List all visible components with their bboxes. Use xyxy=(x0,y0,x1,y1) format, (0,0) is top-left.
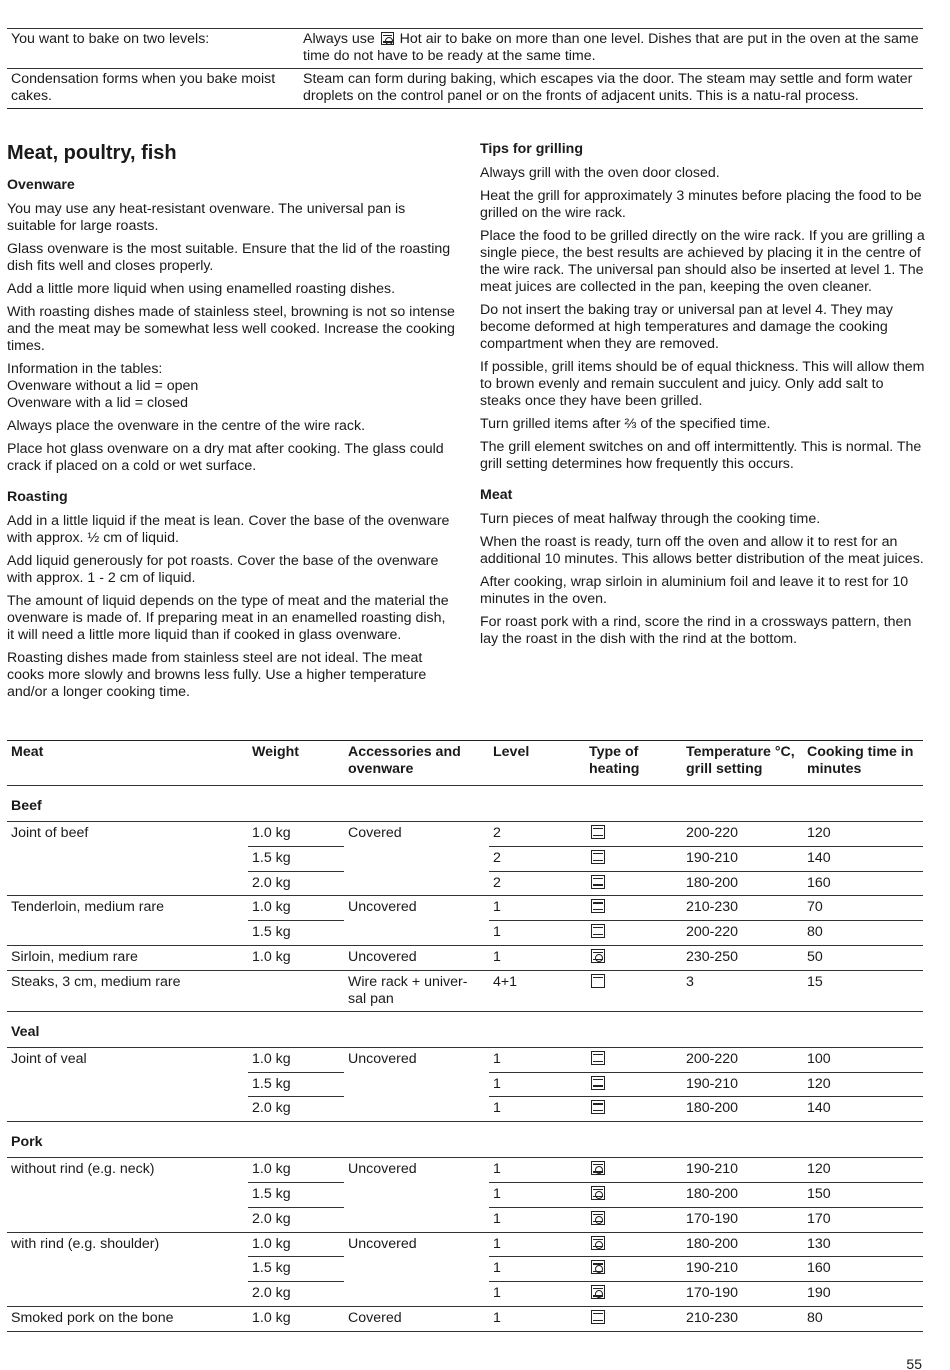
group-row xyxy=(7,1122,923,1158)
weight-cell: 1.0 kg xyxy=(248,896,344,921)
temperature-cell: 190-210 xyxy=(682,1072,803,1097)
temperature-cell: 210-230 xyxy=(682,1306,803,1331)
column-header: Cooking time in minutes xyxy=(803,741,923,786)
level-cell: 1 xyxy=(489,1257,585,1282)
meat-cell: Sirloin, medium rare xyxy=(7,945,248,970)
right-column xyxy=(480,141,925,654)
heating-cell xyxy=(585,871,682,896)
left-column xyxy=(7,141,455,707)
level-cell: 1 xyxy=(489,896,585,921)
time-cell: 170 xyxy=(803,1207,923,1232)
table-row xyxy=(7,970,923,1011)
level-cell: 1 xyxy=(489,1047,585,1072)
weight-cell: 1.0 kg xyxy=(248,945,344,970)
table-row xyxy=(7,871,923,896)
weight-cell: 2.0 kg xyxy=(248,1097,344,1122)
level-cell: 2 xyxy=(489,822,585,847)
time-cell: 70 xyxy=(803,896,923,921)
temperature-cell: 180-200 xyxy=(682,1097,803,1122)
temperature-cell: 3 xyxy=(682,970,803,1011)
cooking-table xyxy=(7,740,923,1332)
temperature-cell: 200-220 xyxy=(682,822,803,847)
hot-air-grill-icon xyxy=(591,1285,605,1299)
table-row xyxy=(7,822,923,847)
meat-cell xyxy=(7,871,248,896)
weight-cell: 1.5 kg xyxy=(248,1182,344,1207)
temperature-cell: 190-210 xyxy=(682,1158,803,1183)
hot-air-grill-icon xyxy=(591,1161,605,1175)
heating-cell xyxy=(585,1306,682,1331)
hot-air-grill-icon xyxy=(591,1260,605,1274)
time-cell: 190 xyxy=(803,1282,923,1307)
table-row xyxy=(7,1158,923,1183)
accessories-cell xyxy=(344,871,489,896)
table-row xyxy=(7,1182,923,1207)
problem-cell: You want to bake on two levels: xyxy=(11,31,210,47)
heating-cell xyxy=(585,1257,682,1282)
heating-cell xyxy=(585,1072,682,1097)
paragraph: When the roast is ready, turn off the oven and allow it to rest for an additional 10 minutes. This allows better distribution of the meat juices. xyxy=(480,534,924,567)
paragraph: Place hot glass ovenware on a dry mat after cooking. The glass could crack if placed on a cold or wet surface. xyxy=(7,441,444,474)
info-line: Ovenware without a lid = open xyxy=(7,378,199,394)
heating-cell xyxy=(585,1097,682,1122)
accessories-cell xyxy=(344,1097,489,1122)
heating-cell xyxy=(585,1232,682,1257)
page-number: 55 xyxy=(906,1356,922,1370)
time-cell: 120 xyxy=(803,822,923,847)
level-cell: 1 xyxy=(489,1232,585,1257)
solution-cell xyxy=(299,29,923,69)
time-cell: 130 xyxy=(803,1232,923,1257)
weight-cell: 1.5 kg xyxy=(248,1257,344,1282)
level-cell: 1 xyxy=(489,1182,585,1207)
info-line: Ovenware with a lid = closed xyxy=(7,395,188,411)
hot-air-grill-icon xyxy=(591,1186,605,1200)
top-bottom-heat-icon xyxy=(591,1310,605,1324)
solution-text: Hot air to bake on more than one level. Dishes that are put in the oven at the same time do not have to be ready at the same time. xyxy=(303,31,919,64)
group-row xyxy=(7,1011,923,1047)
temperature-cell: 190-210 xyxy=(682,846,803,871)
hot-air-grill-icon xyxy=(591,949,605,963)
top-bottom-heat-icon xyxy=(591,899,605,913)
table-header-row xyxy=(7,741,923,786)
accessories-cell xyxy=(344,921,489,946)
level-cell: 2 xyxy=(489,846,585,871)
meat-cell: without rind (e.g. neck) xyxy=(7,1158,248,1183)
paragraph: Add in a little liquid if the meat is lean. Cover the base of the ovenware with approx. ½ cm of liquid. xyxy=(7,513,450,546)
heating-cell xyxy=(585,1158,682,1183)
section-title: Meat, poultry, fish xyxy=(7,142,177,164)
meat-cell: Joint of veal xyxy=(7,1047,248,1072)
problem-cell: Condensation forms when you bake moist cakes. xyxy=(11,71,276,104)
weight-cell: 1.0 kg xyxy=(248,1158,344,1183)
meat-cell xyxy=(7,1072,248,1097)
meat-cell xyxy=(7,1207,248,1232)
paragraph: If possible, grill items should be of equal thickness. This will allow them to brown evenly and remain succulent and juicy. Only add salt to steaks once they have been grilled. xyxy=(480,359,925,409)
heating-cell xyxy=(585,1207,682,1232)
paragraph: With roasting dishes made of stainless steel, browning is not so intense and the meat may be somewhat less well cooked. Increase the cooking times. xyxy=(7,304,455,354)
meat-cell: Steaks, 3 cm, medium rare xyxy=(7,970,248,1011)
column-header: Temperature °C, grill setting xyxy=(682,741,803,786)
paragraph: Always grill with the oven door closed. xyxy=(480,165,720,181)
weight-cell: 1.0 kg xyxy=(248,1306,344,1331)
time-cell: 120 xyxy=(803,1072,923,1097)
level-cell: 1 xyxy=(489,921,585,946)
paragraph: Turn grilled items after ⅔ of the specified time. xyxy=(480,416,771,432)
temperature-cell: 170-190 xyxy=(682,1282,803,1307)
meat-cell xyxy=(7,1282,248,1307)
time-cell: 50 xyxy=(803,945,923,970)
paragraph: Add liquid generously for pot roasts. Cover the base of the ovenware with approx. 1 - 2 cm of liquid. xyxy=(7,553,439,586)
time-cell: 120 xyxy=(803,1158,923,1183)
weight-cell: 1.0 kg xyxy=(248,1232,344,1257)
level-cell: 1 xyxy=(489,1306,585,1331)
heating-cell xyxy=(585,822,682,847)
temperature-cell: 230-250 xyxy=(682,945,803,970)
column-header: Level xyxy=(489,741,585,786)
table-row xyxy=(7,69,923,109)
accessories-cell: Wire rack + univer-sal pan xyxy=(344,970,489,1011)
meat-cell xyxy=(7,846,248,871)
accessories-cell xyxy=(344,1207,489,1232)
paragraph: Do not insert the baking tray or universal pan at level 4. They may become deformed at high temperatures and damage the cooking compartment when they are removed. xyxy=(480,302,893,352)
table-row xyxy=(7,1306,923,1331)
meat-cell xyxy=(7,1097,248,1122)
weight-cell: 1.0 kg xyxy=(248,1047,344,1072)
hot-air-grill-icon xyxy=(591,1236,605,1250)
table-row xyxy=(7,921,923,946)
paragraph: After cooking, wrap sirloin in aluminium foil and leave it to rest for 10 minutes in the oven. xyxy=(480,574,909,607)
weight-cell: 2.0 kg xyxy=(248,1282,344,1307)
top-bottom-heat-icon xyxy=(591,875,605,889)
heating-cell xyxy=(585,945,682,970)
temperature-cell: 180-200 xyxy=(682,871,803,896)
level-cell: 1 xyxy=(489,1282,585,1307)
table-row xyxy=(7,1257,923,1282)
time-cell: 80 xyxy=(803,921,923,946)
time-cell: 80 xyxy=(803,1306,923,1331)
info-block xyxy=(7,361,455,412)
weight-cell: 2.0 kg xyxy=(248,871,344,896)
top-bottom-heat-icon xyxy=(591,825,605,839)
top-bottom-heat-icon xyxy=(591,1076,605,1090)
time-cell: 160 xyxy=(803,1257,923,1282)
heating-cell xyxy=(585,921,682,946)
accessories-cell: Covered xyxy=(344,822,489,847)
grill-icon xyxy=(591,974,605,988)
weight-cell: 1.0 kg xyxy=(248,822,344,847)
paragraph: Heat the grill for approximately 3 minutes before placing the food to be grilled on the wire rack. xyxy=(480,188,922,221)
temperature-cell: 170-190 xyxy=(682,1207,803,1232)
grilling-heading: Tips for grilling xyxy=(480,141,583,157)
weight-cell xyxy=(248,970,344,1011)
weight-cell: 1.5 kg xyxy=(248,1072,344,1097)
top-bottom-heat-icon xyxy=(591,1051,605,1065)
paragraph: Always place the ovenware in the centre of the wire rack. xyxy=(7,418,366,434)
hot-air-icon xyxy=(381,32,394,45)
temperature-cell: 200-220 xyxy=(682,921,803,946)
level-cell: 1 xyxy=(489,1207,585,1232)
meat-cell: with rind (e.g. shoulder) xyxy=(7,1232,248,1257)
group-label: Veal xyxy=(11,1023,40,1040)
hot-air-grill-icon xyxy=(591,1211,605,1225)
accessories-cell: Uncovered xyxy=(344,1232,489,1257)
group-row xyxy=(7,786,923,822)
column-header: Meat xyxy=(7,741,248,786)
weight-cell: 2.0 kg xyxy=(248,1207,344,1232)
table-row xyxy=(7,1282,923,1307)
time-cell: 160 xyxy=(803,871,923,896)
temperature-cell: 210-230 xyxy=(682,896,803,921)
time-cell: 15 xyxy=(803,970,923,1011)
roasting-heading: Roasting xyxy=(7,489,68,505)
paragraph: The amount of liquid depends on the type of meat and the material the ovenware is made of. If preparing meat in an enamelled roasting dish, it will need a little more liquid than if cooked in glass ovenware. xyxy=(7,593,449,643)
paragraph: Add a little more liquid when using enamelled roasting dishes. xyxy=(7,281,396,297)
temperature-cell: 200-220 xyxy=(682,1047,803,1072)
solution-cell: Steam can form during baking, which escapes via the door. The steam may settle and form water droplets on the control panel or on the fronts of adjacent units. This is a natu-ral process. xyxy=(303,71,913,104)
accessories-cell xyxy=(344,846,489,871)
time-cell: 150 xyxy=(803,1182,923,1207)
heating-cell xyxy=(585,846,682,871)
time-cell: 140 xyxy=(803,1097,923,1122)
heating-cell xyxy=(585,896,682,921)
level-cell: 1 xyxy=(489,1158,585,1183)
heating-cell xyxy=(585,1182,682,1207)
temperature-cell: 180-200 xyxy=(682,1232,803,1257)
time-cell: 100 xyxy=(803,1047,923,1072)
accessories-cell xyxy=(344,1072,489,1097)
heating-cell xyxy=(585,1282,682,1307)
accessories-cell: Uncovered xyxy=(344,1047,489,1072)
paragraph: Glass ovenware is the most suitable. Ensure that the lid of the roasting dish fits well and closes properly. xyxy=(7,241,451,274)
table-row xyxy=(7,846,923,871)
group-label: Pork xyxy=(11,1134,43,1151)
time-cell: 140 xyxy=(803,846,923,871)
level-cell: 1 xyxy=(489,945,585,970)
level-cell: 1 xyxy=(489,1072,585,1097)
column-header: Weight xyxy=(248,741,344,786)
accessories-cell: Uncovered xyxy=(344,1158,489,1183)
level-cell: 1 xyxy=(489,1097,585,1122)
column-header: Type of heating xyxy=(585,741,682,786)
paragraph: Place the food to be grilled directly on the wire rack. If you are grilling a single piece, the best results are achieved by placing it in the centre of the wire rack. The universal pan should also be inserted at level 1. The meat juices are collected in the pan, keeping the oven cleaner. xyxy=(480,228,925,295)
accessories-cell: Uncovered xyxy=(344,896,489,921)
accessories-cell xyxy=(344,1282,489,1307)
solution-text: Always use xyxy=(303,31,375,47)
accessories-cell xyxy=(344,1182,489,1207)
weight-cell: 1.5 kg xyxy=(248,921,344,946)
meat-cell xyxy=(7,1257,248,1282)
paragraph: The grill element switches on and off intermittently. This is normal. The grill setting determines how frequently this occurs. xyxy=(480,439,922,472)
top-bottom-heat-icon xyxy=(591,850,605,864)
group-label: Beef xyxy=(11,798,42,814)
paragraph: Roasting dishes made from stainless steel are not ideal. The meat cooks more slowly and browns less fully. Use a higher temperature and/or a longer cooking time. xyxy=(7,650,427,700)
weight-cell: 1.5 kg xyxy=(248,846,344,871)
temperature-cell: 190-210 xyxy=(682,1257,803,1282)
meat-cell xyxy=(7,921,248,946)
level-cell: 4+1 xyxy=(489,970,585,1011)
paragraph: You may use any heat-resistant ovenware. The universal pan is suitable for large roasts. xyxy=(7,201,406,234)
heating-cell xyxy=(585,970,682,1011)
column-header: Accessories and ovenware xyxy=(344,741,489,786)
temperature-cell: 180-200 xyxy=(682,1182,803,1207)
table-row xyxy=(7,1207,923,1232)
top-bottom-heat-icon xyxy=(591,924,605,938)
table-row xyxy=(7,945,923,970)
meat-cell: Joint of beef xyxy=(7,822,248,847)
troubleshooting-table xyxy=(7,28,923,109)
paragraph: For roast pork with a rind, score the rind in a crossways pattern, then lay the roast in the dish with the rind at the bottom. xyxy=(480,614,912,647)
heating-cell xyxy=(585,1047,682,1072)
meat-cell xyxy=(7,1182,248,1207)
accessories-cell: Covered xyxy=(344,1306,489,1331)
table-row xyxy=(7,1232,923,1257)
accessories-cell: Uncovered xyxy=(344,945,489,970)
table-row xyxy=(7,1072,923,1097)
table-row xyxy=(7,1047,923,1072)
meat-cell: Smoked pork on the bone xyxy=(7,1306,248,1331)
accessories-cell xyxy=(344,1257,489,1282)
info-line: Information in the tables: xyxy=(7,361,163,377)
table-row xyxy=(7,896,923,921)
meat-cell: Tenderloin, medium rare xyxy=(7,896,248,921)
table-row xyxy=(7,1097,923,1122)
top-bottom-heat-icon xyxy=(591,1100,605,1114)
ovenware-heading: Ovenware xyxy=(7,177,75,193)
meat-heading: Meat xyxy=(480,487,513,503)
paragraph: Turn pieces of meat halfway through the cooking time. xyxy=(480,511,821,527)
level-cell: 2 xyxy=(489,871,585,896)
table-row xyxy=(7,29,923,69)
